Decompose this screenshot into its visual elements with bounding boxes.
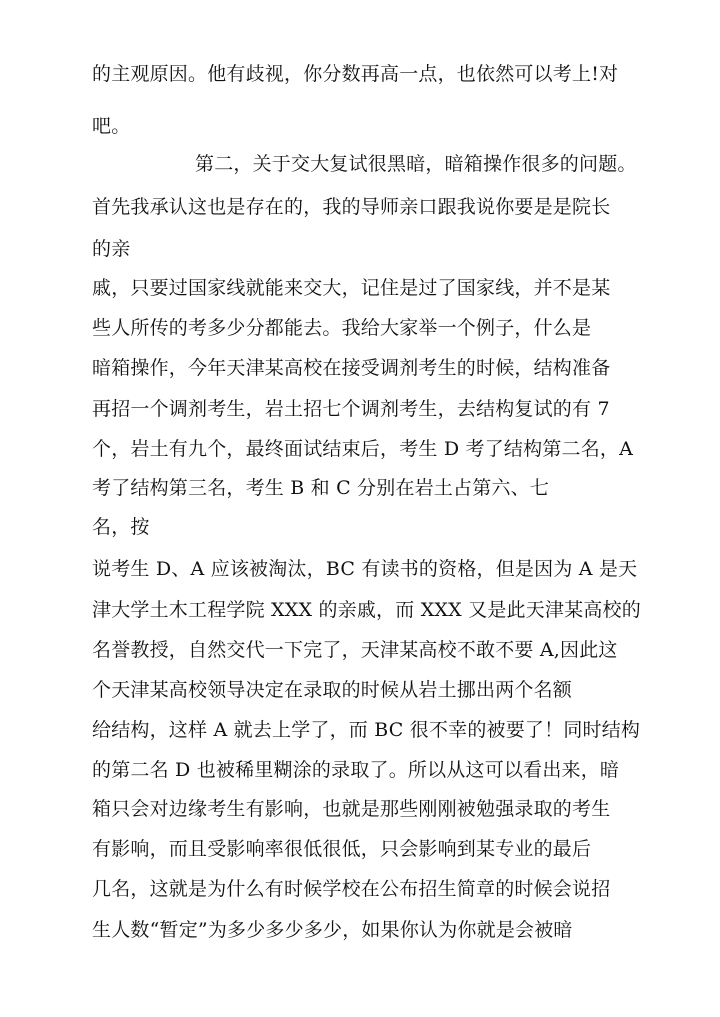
text-line: 几名，这就是为什么有时候学校在公布招生简章的时候会说招 — [92, 878, 611, 900]
text-line: 生人数“暂定”为多少多少多少，如果你认为你就是会被暗 — [92, 919, 573, 941]
text-line: 个天津某高校领导决定在录取的时候从岩土挪出两个名额 — [92, 679, 573, 701]
text-line: 的主观原因。他有歧视，你分数再高一点，也依然可以考上!对 — [92, 63, 619, 85]
text-line: 个，岩土有九个，最终面试结束后，考生 D 考了结构第二名，A — [92, 438, 634, 460]
text-line: 箱只会对边缘考生有影响，也就是那些刚刚被勉强录取的考生 — [92, 798, 611, 820]
text-line: 首先我承认这也是存在的，我的导师亲口跟我说你要是是院长 — [92, 196, 611, 218]
text-line: 第二，关于交大复试很黑暗，暗箱操作很多的问题。 — [195, 153, 637, 175]
text-line: 津大学土木工程学院 XXX 的亲戚，而 XXX 又是此天津某高校的 — [92, 599, 641, 621]
text-line: 再招一个调剂考生，岩土招七个调剂考生，去结构复试的有 7 — [92, 398, 610, 420]
text-line: 些人所传的考多少分都能去。我给大家举一个例子，什么是 — [92, 317, 592, 339]
text-line: 名，按 — [92, 516, 150, 538]
text-line: 有影响，而且受影响率很低很低，只会影响到某专业的最后 — [92, 838, 592, 860]
text-line: 名誉教授，自然交代一下完了，天津某高校不敢不要 A,因此这 — [92, 639, 618, 661]
text-line: 给结构，这样 A 就去上学了，而 BC 很不幸的被要了！同时结构 — [92, 719, 641, 741]
text-line: 考了结构第三名，考生 B 和 C 分别在岩土占第六、七 — [92, 477, 550, 499]
text-line: 吧。 — [92, 115, 131, 137]
text-line: 说考生 D、A 应该被淘汰，BC 有读书的资格，但是因为 A 是天 — [92, 558, 638, 580]
text-line: 暗箱操作，今年天津某高校在接受调剂考生的时候，结构准备 — [92, 357, 611, 379]
text-line: 的第二名 D 也被稀里糊涂的录取了。所以从这可以看出来，暗 — [92, 759, 620, 781]
text-line: 的亲 — [92, 238, 131, 260]
text-line: 戚，只要过国家线就能来交大，记住是过了国家线，并不是某 — [92, 277, 611, 299]
